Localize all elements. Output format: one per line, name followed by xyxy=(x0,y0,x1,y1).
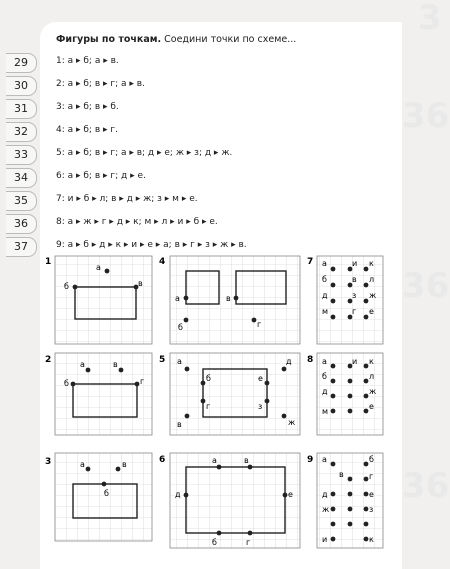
dot-label: г xyxy=(369,472,374,481)
figure-number: 7 xyxy=(307,257,314,267)
dot-label: б xyxy=(212,538,217,547)
dot xyxy=(217,531,222,536)
dot xyxy=(364,267,369,272)
dot-label: д xyxy=(175,490,181,499)
dot-label: в xyxy=(226,294,231,303)
dot xyxy=(331,315,336,320)
grid-panel xyxy=(170,353,300,435)
dot xyxy=(331,492,336,497)
dot xyxy=(116,467,121,472)
dot xyxy=(71,382,76,387)
dot-label: л xyxy=(369,275,375,284)
figure-number: 5 xyxy=(159,355,166,365)
dot xyxy=(282,367,287,372)
grid-panel xyxy=(55,256,152,344)
row-number: 31 xyxy=(6,99,37,119)
figure-number: 3 xyxy=(45,457,52,467)
task-title-bold: Фигуры по точкам. xyxy=(56,34,162,45)
figure-panel-7 xyxy=(307,256,383,344)
dot xyxy=(119,368,124,373)
dot-label: б xyxy=(64,282,69,291)
dot-label: и xyxy=(352,357,358,366)
dot-label: б xyxy=(206,374,211,383)
dot xyxy=(184,296,189,301)
figure-panel-8 xyxy=(307,353,383,435)
dot-label: г xyxy=(352,307,357,316)
instruction-line: 8: а ▸ ж ▸ г ▸ д ▸ к; м ▸ л ▸ и ▸ б ▸ е. xyxy=(56,217,218,227)
figure-number: 9 xyxy=(307,455,314,465)
dot xyxy=(331,507,336,512)
dot-label: и xyxy=(322,535,328,544)
dot xyxy=(348,379,353,384)
dot-label: а xyxy=(322,259,327,268)
dot xyxy=(217,465,222,470)
dot-label: в xyxy=(244,456,249,465)
dot-label: в xyxy=(122,460,127,469)
dot-label: г xyxy=(140,377,145,386)
figure-number: 4 xyxy=(159,257,166,267)
dot xyxy=(364,283,369,288)
figure-panel-6 xyxy=(159,453,300,548)
dot xyxy=(364,522,369,527)
grid-panel xyxy=(317,453,383,548)
figure-panel-3 xyxy=(45,453,152,541)
row-number: 35 xyxy=(6,191,37,211)
dot xyxy=(348,394,353,399)
dot-label: г xyxy=(206,402,211,411)
dot xyxy=(185,414,190,419)
dot-label: а xyxy=(80,360,85,369)
dot xyxy=(331,267,336,272)
dot-label: б xyxy=(322,372,327,381)
dot-label: в xyxy=(138,279,143,288)
dot xyxy=(86,368,91,373)
dot-label: а xyxy=(175,294,180,303)
dot xyxy=(331,522,336,527)
dot xyxy=(201,399,206,404)
dot-label: к xyxy=(369,259,374,268)
dot-label: б xyxy=(104,489,109,498)
dot-label: б xyxy=(64,379,69,388)
dot-label: д xyxy=(322,291,328,300)
dot-label: е xyxy=(258,374,263,383)
dot xyxy=(331,283,336,288)
dot-label: м xyxy=(322,407,329,416)
dot-label: ж xyxy=(369,291,377,300)
dot-label: ж xyxy=(288,418,296,427)
figure-panel-5 xyxy=(159,353,300,435)
dot xyxy=(73,285,78,290)
figure-panel-1 xyxy=(45,256,152,344)
row-number: 34 xyxy=(6,168,37,188)
row-number: 29 xyxy=(6,53,37,73)
dot-label: а xyxy=(80,460,85,469)
ghost-number: 36 xyxy=(402,266,450,306)
instruction-line: 7: и ▸ б ▸ л; в ▸ д ▸ ж; з ▸ м ▸ е. xyxy=(56,194,198,204)
dot xyxy=(265,399,270,404)
dot-label: а xyxy=(212,456,217,465)
row-number: 32 xyxy=(6,122,37,142)
dot xyxy=(364,492,369,497)
dot-label: в xyxy=(352,275,357,284)
dot xyxy=(364,462,369,467)
dot-label: е xyxy=(369,307,374,316)
dot-label: ж xyxy=(369,387,377,396)
dot-label: е xyxy=(369,402,374,411)
row-number: 37 xyxy=(6,237,37,257)
task-title-rest: Соедини точки по схеме... xyxy=(161,34,297,45)
figure-panel-2 xyxy=(45,353,152,435)
dot-label: л xyxy=(369,372,375,381)
dot xyxy=(283,493,288,498)
dot xyxy=(248,465,253,470)
dot-label: б xyxy=(369,455,374,464)
dot-label: а xyxy=(322,357,327,366)
ghost-number: 36 xyxy=(402,96,450,136)
dot-label: к xyxy=(369,535,374,544)
figure-number: 1 xyxy=(45,257,52,267)
figure-number: 8 xyxy=(307,355,314,365)
dot-label: е xyxy=(288,490,293,499)
dot xyxy=(364,394,369,399)
dot-label: в xyxy=(177,420,182,429)
dot xyxy=(234,296,239,301)
dot-label: б xyxy=(322,275,327,284)
dot xyxy=(331,299,336,304)
dot xyxy=(348,477,353,482)
dot-label: а xyxy=(96,263,101,272)
dot-label: а xyxy=(322,455,327,464)
dot xyxy=(364,507,369,512)
dot xyxy=(135,382,140,387)
instruction-line: 2: а ▸ б; в ▸ г; а ▸ в. xyxy=(56,79,145,89)
dot xyxy=(364,537,369,542)
dot-label: г xyxy=(257,320,262,329)
dot-label: д xyxy=(322,490,328,499)
dot-label: б xyxy=(178,323,183,332)
row-number: 33 xyxy=(6,145,37,165)
instruction-line: 9: а ▸ б ▸ д ▸ к ▸ и ▸ е ▸ а; в ▸ г ▸ з ▸ ж ▸ в. xyxy=(56,240,247,250)
dot xyxy=(364,315,369,320)
instruction-line: 3: а ▸ б; в ▸ б. xyxy=(56,102,119,112)
dot xyxy=(252,318,257,323)
dot xyxy=(331,394,336,399)
dot xyxy=(348,507,353,512)
row-number: 30 xyxy=(6,76,37,96)
dot xyxy=(331,364,336,369)
instruction-line: 4: а ▸ б; в ▸ г. xyxy=(56,125,118,135)
dot xyxy=(364,364,369,369)
dot xyxy=(184,493,189,498)
dot xyxy=(348,492,353,497)
ghost-number: 3 xyxy=(418,0,442,38)
figure-number: 2 xyxy=(45,355,52,365)
dot-label: д xyxy=(322,387,328,396)
dot-label: а xyxy=(177,357,182,366)
dot xyxy=(364,379,369,384)
dot-label: з xyxy=(369,505,374,514)
dot xyxy=(184,318,189,323)
dot xyxy=(364,477,369,482)
figure-number: 6 xyxy=(159,455,166,465)
dot-label: и xyxy=(352,259,358,268)
dot-label: м xyxy=(322,307,329,316)
instruction-line: 1: а ▸ б; а ▸ в. xyxy=(56,56,119,66)
ghost-number: 36 xyxy=(402,466,450,506)
dot-label: к xyxy=(369,357,374,366)
dot xyxy=(331,379,336,384)
dot xyxy=(102,482,107,487)
dot-label: ж xyxy=(322,505,330,514)
dot xyxy=(265,381,270,386)
instruction-line: 5: а ▸ б; в ▸ г; а ▸ в; д ▸ е; ж ▸ з; д ▸ ж. xyxy=(56,148,233,158)
dot xyxy=(86,467,91,472)
dot xyxy=(348,522,353,527)
figure-panel-4 xyxy=(159,256,300,344)
figure-panel-9 xyxy=(307,453,383,548)
dot-label: в xyxy=(339,470,344,479)
dot-label: д xyxy=(286,357,292,366)
dot xyxy=(331,409,336,414)
dot-label: з xyxy=(352,291,357,300)
row-number: 36 xyxy=(6,214,37,234)
dot-label: е xyxy=(369,490,374,499)
dot xyxy=(348,409,353,414)
dot xyxy=(248,531,253,536)
dot xyxy=(331,537,336,542)
dot xyxy=(185,367,190,372)
dot-label: г xyxy=(246,538,251,547)
dot xyxy=(105,269,110,274)
instruction-line: 6: а ▸ б; в ▸ г; д ▸ е. xyxy=(56,171,146,181)
dot xyxy=(201,381,206,386)
dot xyxy=(364,409,369,414)
dot xyxy=(331,462,336,467)
dot xyxy=(282,414,287,419)
dot-label: з xyxy=(258,402,263,411)
dot xyxy=(364,299,369,304)
dot-label: в xyxy=(113,360,118,369)
